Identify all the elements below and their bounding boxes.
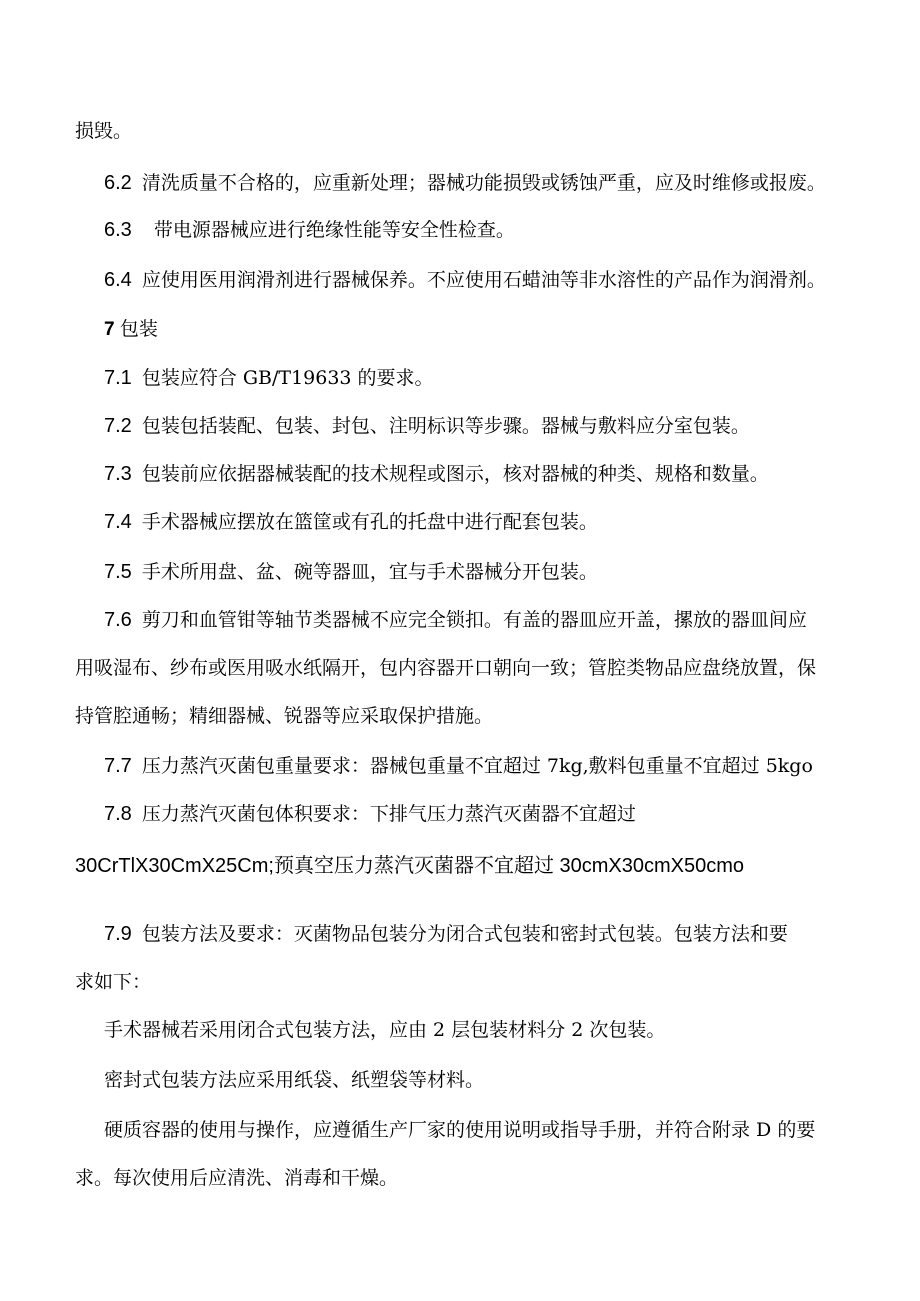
- clause-text: 包装包括装配、包装、封包、注明标识等步骤。器械与敷料应分室包装。: [141, 415, 750, 437]
- clause-7-3: [104, 458, 865, 490]
- clause-text: 带电源器械应进行绝缘性能等安全性检查。: [141, 219, 515, 241]
- clause-7-9: [104, 918, 865, 950]
- clause-text: 手术器械应摆放在篮筐或有孔的托盘中进行配套包装。: [141, 511, 598, 533]
- clause-7-6: [104, 604, 865, 636]
- clause-number: 6.4: [104, 269, 132, 291]
- text-line: [104, 1014, 865, 1046]
- clause-number: 7.4: [104, 511, 132, 533]
- text-line: [75, 652, 865, 684]
- line-text: 30CrTlX30CmX25Cm;预真空压力蒸汽灭菌器不宜超过 30cmX30cmX50cmo: [75, 855, 745, 877]
- clause-7-1: [104, 362, 865, 394]
- line-text: 持管腔通畅；精细器械、锐器等应采取保护措施。: [75, 705, 494, 727]
- line-text: 损毁。: [75, 120, 133, 142]
- line-text: 手术器械若采用闭合式包装方法，应由 2 层包装材料分 2 次包装。: [104, 1019, 666, 1041]
- text-line: [104, 1064, 865, 1096]
- text-line: [75, 700, 865, 732]
- line-text: 用吸湿布、纱布或医用吸水纸隔开，包内容器开口朝向一致；管腔类物品应盘绕放置，保: [75, 657, 817, 679]
- clause-text: 手术所用盘、盆、碗等器皿，宜与手术器械分开包装。: [141, 561, 598, 583]
- clause-number: 7.2: [104, 415, 132, 437]
- clause-text: 包装应符合 GB/T19633 的要求。: [141, 367, 434, 389]
- clause-number: 7.9: [104, 923, 132, 945]
- clause-text: 包装前应依据器械装配的技术规程或图示，核对器械的种类、规格和数量。: [141, 463, 769, 485]
- text-line: [75, 850, 865, 882]
- clause-number: 7.1: [104, 367, 132, 389]
- clause-text: 剪刀和血管钳等轴节类器械不应完全锁扣。有盖的器皿应开盖，摞放的器皿间应: [141, 609, 807, 631]
- clause-6-4: [104, 264, 865, 296]
- clause-number: 7.3: [104, 463, 132, 485]
- clause-number: 6.3: [104, 219, 132, 241]
- section-heading-7: [104, 313, 865, 346]
- line-text: 求如下：: [75, 971, 152, 993]
- clause-text: 压力蒸汽灭菌包重量要求：器械包重量不宜超过 7kg,敷料包重量不宜超过 5kgo: [141, 755, 813, 777]
- clause-7-7: [104, 750, 865, 782]
- clause-text: 压力蒸汽灭菌包体积要求：下排气压力蒸汽灭菌器不宜超过: [141, 803, 636, 825]
- text-line: [104, 1114, 865, 1146]
- clause-number: 6.2: [104, 172, 132, 194]
- clause-6-2: [104, 167, 865, 199]
- clause-7-2: [104, 410, 865, 442]
- clause-6-3: [104, 214, 865, 246]
- text-line: [75, 115, 865, 147]
- clause-7-5: [104, 556, 865, 588]
- clause-number: 7.7: [104, 755, 132, 777]
- clause-text: 包装方法及要求：灭菌物品包装分为闭合式包装和密封式包装。包装方法和要: [141, 923, 788, 945]
- section-number: 7: [104, 319, 115, 340]
- clause-number: 7.8: [104, 803, 132, 825]
- clause-text: 应使用医用润滑剂进行器械保养。不应使用石蜡油等非水溶性的产品作为润滑剂。: [141, 269, 826, 291]
- clause-text: 清洗质量不合格的，应重新处理；器械功能损毁或锈蚀严重，应及时维修或报废。: [141, 172, 826, 194]
- line-text: 密封式包装方法应采用纸袋、纸塑袋等材料。: [104, 1069, 485, 1091]
- clause-number: 7.5: [104, 561, 132, 583]
- text-line: [75, 966, 865, 998]
- clause-number: 7.6: [104, 609, 132, 631]
- line-text: 硬质容器的使用与操作，应遵循生产厂家的使用说明或指导手册，并符合附录 D 的要: [104, 1119, 816, 1141]
- line-text: 求。每次使用后应清洗、消毒和干燥。: [75, 1167, 399, 1189]
- text-line: [75, 1162, 865, 1194]
- section-title: 包装: [119, 318, 158, 340]
- clause-7-4: [104, 506, 865, 538]
- clause-7-8: [104, 798, 865, 830]
